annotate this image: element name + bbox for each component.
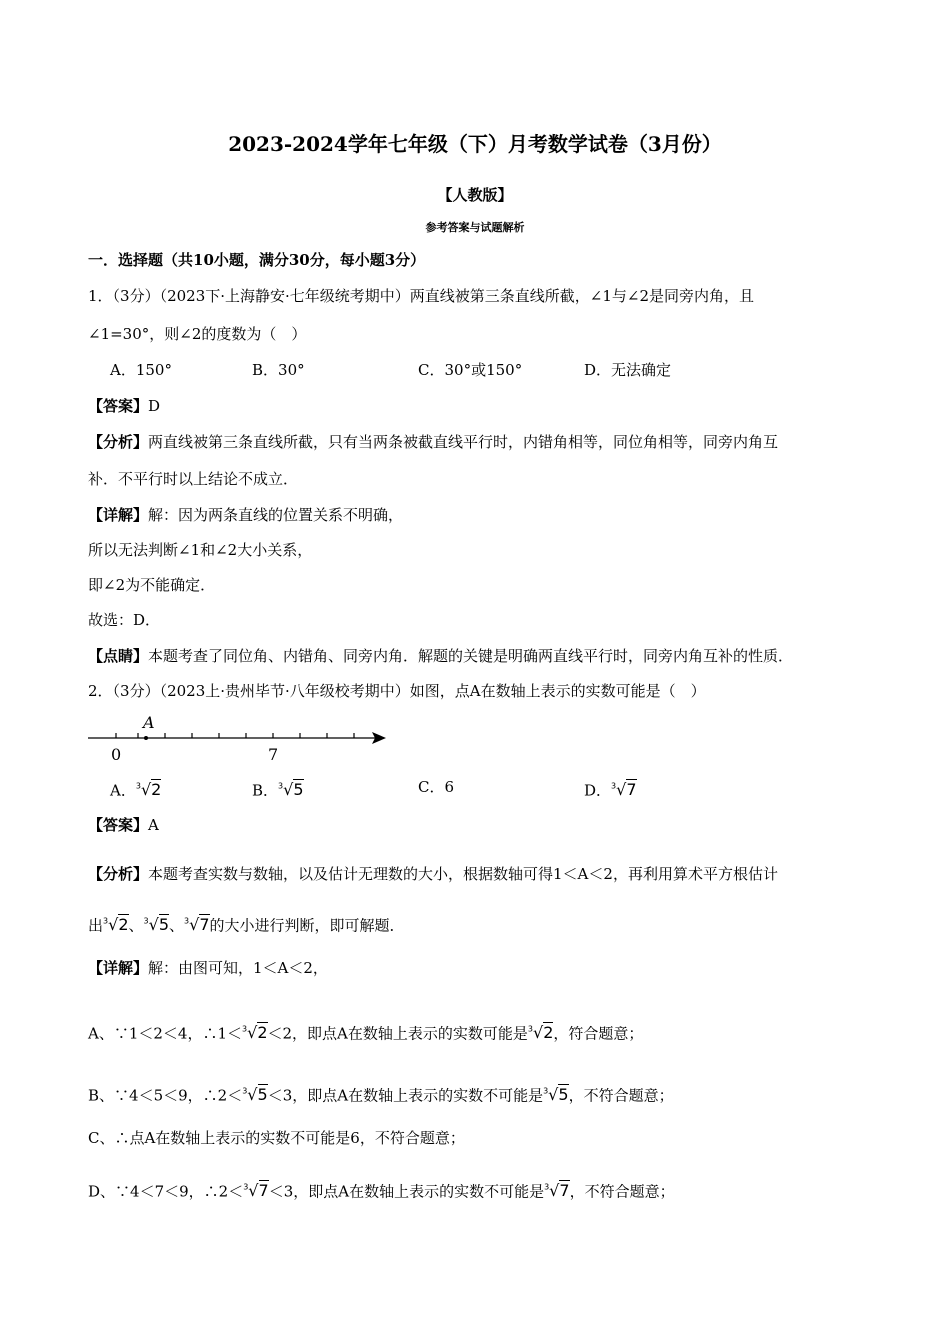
q1-detail-line1 (88, 505, 403, 525)
edition-label: 【人教版】 (437, 186, 513, 204)
radicand: 7 (258, 1181, 269, 1201)
radicand: 2 (118, 915, 129, 935)
detail-tag: 【详解】 (88, 959, 149, 977)
detail-text: 解：因为两条直线的位置关系不明确， (148, 506, 404, 524)
cube-root-icon: $^3$√ (242, 1085, 258, 1105)
radicand: 5 (558, 1085, 569, 1105)
text: ＜3，即点A在数轴上表示的实数不可能是 (268, 1182, 545, 1201)
radicand: 7 (559, 1181, 570, 1201)
q2-detail-line-c: C、∴点A在数轴上表示的实数不可能是6，不符合题意； (88, 1129, 465, 1147)
cube-root-icon: $^3$√ (544, 1181, 560, 1201)
radicand: 2 (257, 1023, 268, 1043)
cube-root-icon: $^3$√ (184, 915, 200, 935)
tick-label-0: 0 (111, 745, 122, 764)
analysis-tag: 【分析】 (88, 865, 149, 883)
cube-root-icon: $^3$√ (143, 915, 159, 935)
comment-text: 本题考查了同位角、内错角、同旁内角．解题的关键是明确两直线平行时，同旁内角互补的性质． (148, 647, 794, 665)
cube-root-icon: $^3$√ (242, 1023, 258, 1043)
text: B、∵4＜5＜9，∴2＜ (88, 1086, 243, 1105)
q1-analysis-line2: 补．不平行时以上结论不成立． (88, 470, 299, 488)
text: 、 (128, 916, 144, 935)
radicand: 7 (199, 915, 210, 935)
analysis-tag: 【分析】 (88, 433, 149, 451)
text: ，不符合题意； (568, 1086, 674, 1105)
text: D、∵4＜7＜9，∴2＜ (88, 1182, 244, 1201)
q2-option-b (252, 777, 304, 800)
q2-detail-line-a (88, 1020, 643, 1043)
text: 、 (169, 916, 185, 935)
radicand: 5 (293, 780, 304, 800)
text: ＜2，即点A在数轴上表示的实数可能是 (267, 1024, 528, 1043)
q2-analysis-line2 (88, 912, 405, 935)
q1-detail-line2: 所以无法判断∠1和∠2大小关系， (88, 541, 313, 559)
point-a-marker (144, 736, 148, 740)
radicand: 7 (626, 780, 637, 800)
cube-root-icon: $^3$√ (543, 1085, 559, 1105)
q1-detail-line4: 故选：D． (88, 611, 161, 629)
option-letter: B． (252, 781, 279, 800)
q2-option-c (418, 777, 454, 797)
cube-root-icon: $^3$√ (278, 780, 294, 800)
number-line-figure (86, 710, 396, 768)
cube-root-icon: $^3$√ (243, 1181, 259, 1201)
radicand: 5 (158, 915, 169, 935)
q1-stem-line2: ∠1=30°，则∠2的度数为（ ） (88, 325, 307, 343)
radicand: 2 (151, 780, 162, 800)
answer-tag: 【答案】 (88, 397, 149, 415)
answer-value: A (148, 816, 159, 834)
radicand: 2 (543, 1023, 554, 1043)
answer-value: D (148, 397, 161, 415)
detail-tag: 【详解】 (88, 506, 149, 524)
subtitle: 参考答案与试题解析 (425, 221, 525, 234)
option-letter: C．6 (418, 778, 455, 796)
detail-text: 解：由图可知，1＜A＜2， (148, 959, 328, 977)
q1-stem-line1: 1．（3分）（2023下·上海静安·七年级统考期中）两直线被第三条直线所截，∠1与∠2是同旁内角，且 (88, 287, 755, 305)
q1-option-a: A．150° (110, 361, 172, 379)
q1-comment (88, 646, 793, 666)
q2-option-d (584, 777, 637, 800)
radicand: 5 (257, 1085, 268, 1105)
q2-detail-line0 (88, 958, 328, 978)
q1-analysis-line1 (88, 432, 778, 452)
q1-option-b: B．30° (252, 361, 305, 379)
q1-detail-line3: 即∠2为不能确定． (88, 576, 216, 594)
comment-tag: 【点睛】 (88, 647, 149, 665)
q2-analysis-line1 (88, 864, 778, 884)
q1-answer (88, 396, 160, 416)
section-heading: 一．选择题（共10小题，满分30分，每小题3分） (88, 251, 426, 269)
q2-answer (88, 815, 159, 835)
option-letter: A． (110, 781, 136, 800)
cube-root-icon: $^3$√ (611, 780, 627, 800)
q1-option-c: C．30°或150° (418, 361, 523, 379)
q1-option-d: D．无法确定 (584, 361, 672, 379)
point-a-label: A (143, 713, 155, 732)
text: ＜3，即点A在数轴上表示的实数不可能是 (267, 1086, 544, 1105)
tick-label-7: 7 (268, 745, 279, 764)
q2-stem: 2．（3分）（2023上·贵州毕节·八年级校考期中）如图，点A在数轴上表示的实数可能是（ ） (88, 682, 706, 700)
answer-tag: 【答案】 (88, 816, 149, 834)
q2-detail-line-d (88, 1178, 675, 1201)
cube-root-icon: $^3$√ (103, 915, 119, 935)
tick-marks (116, 733, 354, 738)
option-letter: D． (584, 781, 612, 800)
text: ，符合题意； (553, 1024, 644, 1043)
q2-detail-line-b (88, 1082, 674, 1105)
q2-option-a (110, 777, 161, 800)
cube-root-icon: $^3$√ (527, 1023, 544, 1043)
analysis-text: 本题考查实数与数轴，以及估计无理数的大小，根据数轴可得1＜A＜2，再利用算术平方根估计 (148, 865, 778, 883)
cube-root-icon: $^3$√ (135, 780, 152, 800)
text: 出 (88, 916, 104, 935)
analysis-text: 两直线被第三条直线所截，只有当两条被截直线平行时，内错角相等，同位角相等，同旁内角互 (148, 433, 779, 451)
page-title: 2023-2024学年七年级（下）月考数学试卷（3月份） (228, 132, 722, 156)
text: A、∵1＜2＜4，∴1＜ (88, 1024, 243, 1043)
text: ，不符合题意； (569, 1182, 675, 1201)
text: 的大小进行判断，即可解题． (209, 916, 405, 935)
